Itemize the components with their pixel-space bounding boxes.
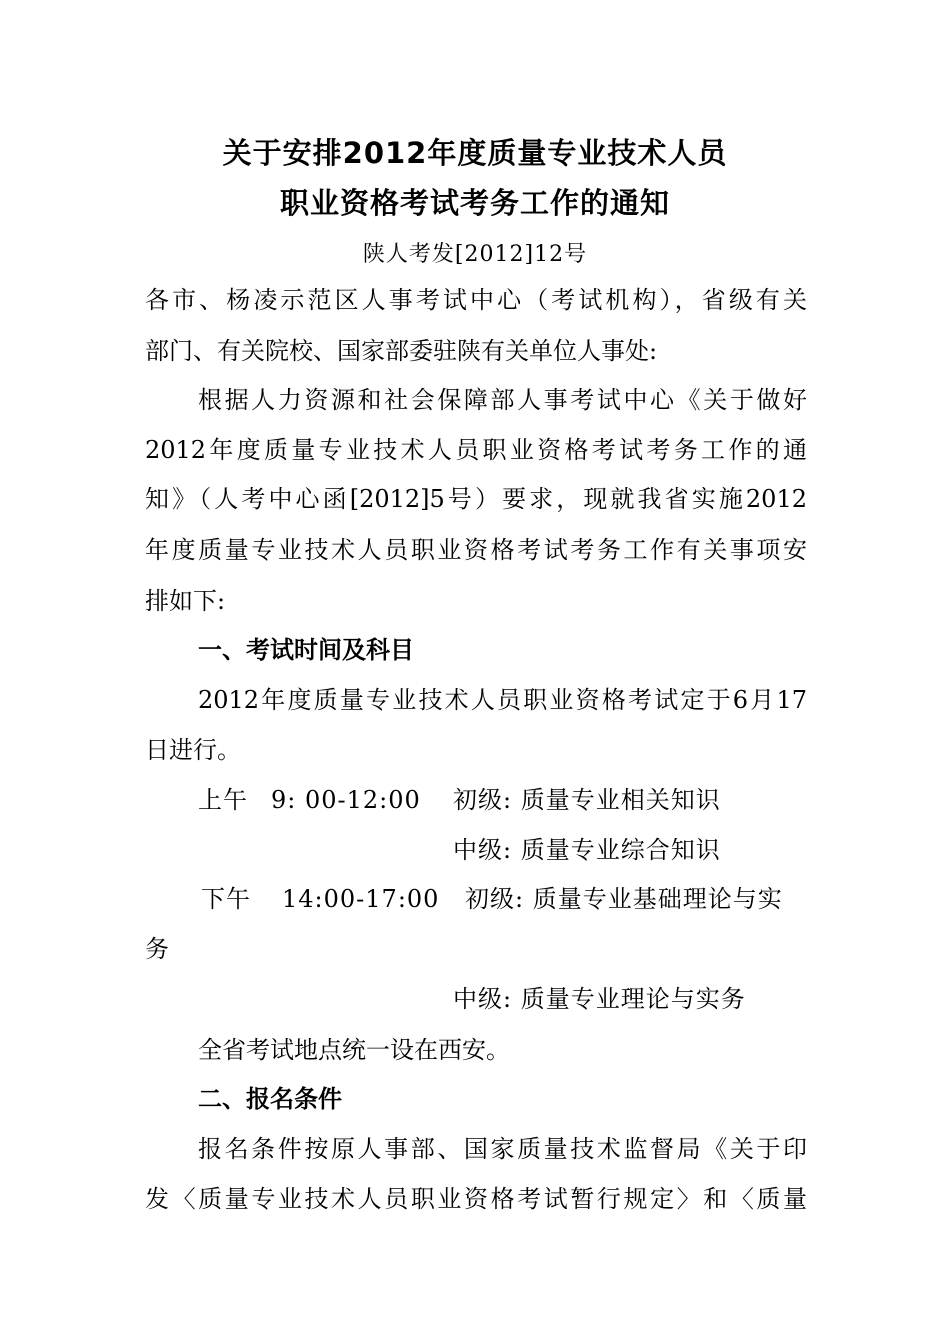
afternoon-label: 下午 [201, 885, 251, 913]
afternoon-subject-junior-wrap: 务 [145, 935, 170, 963]
title-line-1: 关于安排2012年度质量专业技术人员 [222, 136, 728, 170]
exam-location: 全省考试地点统一设在西安。 [198, 1036, 510, 1064]
intro-line-5: 排如下: [145, 587, 226, 615]
intro-line-3: 知》（人考中心函[2012]5号）要求，现就我省实施2012 [145, 485, 807, 513]
morning-time: 9: 00-12:00 [271, 786, 421, 814]
section-1-heading: 一、考试时间及科目 [198, 636, 414, 664]
exam-date-line-2: 日进行。 [145, 736, 241, 764]
afternoon-subject-junior: 初级: 质量专业基础理论与实 [465, 885, 783, 913]
salutation-line-2: 部门、有关院校、国家部委驻陕有关单位人事处: [145, 337, 658, 365]
morning-label: 上午 [198, 786, 248, 814]
intro-line-4: 年度质量专业技术人员职业资格考试考务工作有关事项安 [145, 536, 807, 564]
eligibility-line-1: 报名条件按原人事部、国家质量技术监督局《关于印 [198, 1135, 807, 1163]
document-number: 陕人考发[2012]12号 [362, 242, 588, 267]
salutation-line-1: 各市、杨凌示范区人事考试中心（考试机构），省级有关 [145, 286, 807, 314]
title-line-2: 职业资格考试考务工作的通知 [279, 186, 670, 220]
section-2-heading: 二、报名条件 [198, 1085, 342, 1113]
afternoon-subject-intermediate: 中级: 质量专业理论与实务 [453, 985, 746, 1013]
afternoon-time: 14:00-17:00 [282, 885, 440, 913]
intro-line-1: 根据人力资源和社会保障部人事考试中心《关于做好 [198, 386, 807, 414]
morning-subject-junior: 初级: 质量专业相关知识 [453, 786, 721, 814]
exam-date-line-1: 2012年度质量专业技术人员职业资格考试定于6月17 [198, 686, 807, 714]
morning-subject-intermediate: 中级: 质量专业综合知识 [453, 836, 721, 864]
eligibility-line-2: 发〈质量专业技术人员职业资格考试暂行规定〉和〈质量 [145, 1185, 807, 1213]
intro-line-2: 2012年度质量专业技术人员职业资格考试考务工作的通 [145, 436, 807, 464]
